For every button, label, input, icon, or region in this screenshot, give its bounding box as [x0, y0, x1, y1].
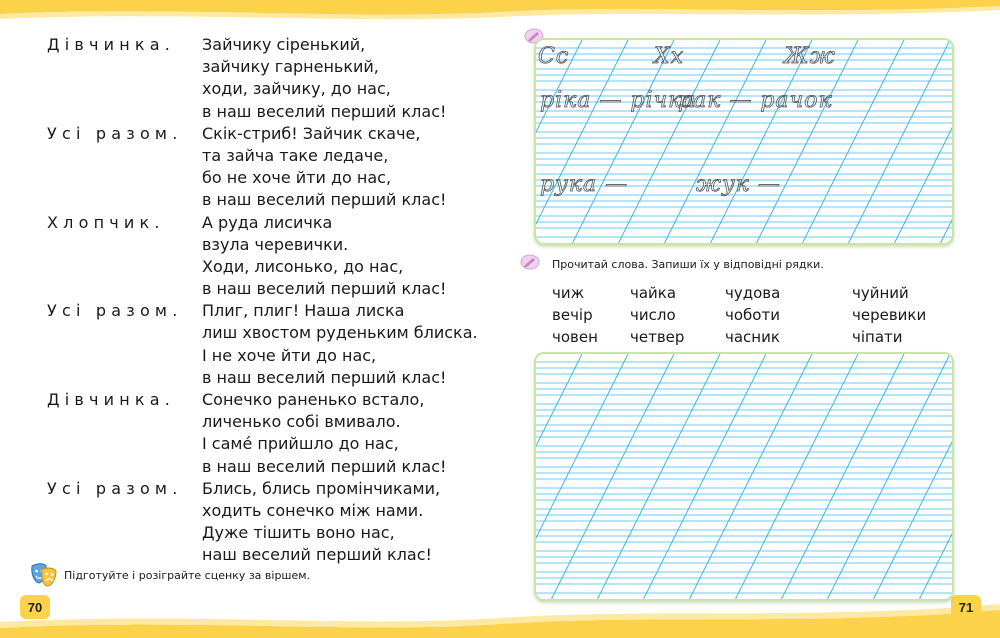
stanza-lines	[202, 300, 478, 389]
cursive-words: жук —	[696, 172, 781, 197]
poem-line: та зайча таке ледаче,	[202, 145, 389, 165]
poem-line: ходи, зайчику, до нас,	[202, 79, 391, 99]
poem-line: в наш веселий перший клас!	[202, 101, 447, 121]
poem-line: Скік-стриб! Зайчик скаче,	[202, 123, 421, 143]
word: чайка	[630, 284, 677, 302]
stanza	[47, 478, 487, 567]
poem-line: в наш веселий перший клас!	[202, 279, 447, 299]
stanza	[47, 212, 487, 301]
stanza-lines	[202, 389, 446, 478]
stanza-lines	[202, 478, 440, 567]
poem-line: в наш веселий перший клас!	[202, 367, 447, 387]
poem-line: Сонечко раненько встало,	[202, 390, 425, 409]
copybook-ruling	[536, 40, 952, 243]
poem-line: Ходи, лисонько, до нас,	[202, 256, 404, 276]
word: черевики	[852, 306, 927, 324]
stanza	[47, 123, 487, 212]
stanza	[47, 300, 487, 389]
cursive-words: ріка — річка	[540, 88, 697, 113]
page-number-left: 70	[20, 595, 50, 619]
poem-line: наш веселий перший клас!	[202, 545, 432, 565]
poem-line: личенько собі вмивало.	[202, 412, 401, 432]
poem-line: Дуже тішить воно нас,	[202, 523, 395, 543]
speaker-label: Усі разом.	[47, 123, 183, 143]
stanza-lines	[202, 123, 446, 212]
word: четвер	[630, 328, 685, 346]
page-number-right: 71	[951, 595, 981, 619]
stanza	[47, 34, 487, 123]
poem-line: Зайчику сіренький,	[202, 35, 366, 54]
speaker-label: Усі разом.	[47, 301, 183, 321]
poem-line: А руда лисичка	[202, 212, 333, 232]
top-decorative-band	[0, 0, 1000, 30]
speaker-label: Усі разом.	[47, 478, 183, 498]
speaker-label: Дівчинка.	[47, 390, 176, 409]
speaker-label: Хлопчик.	[47, 212, 165, 232]
word: часник	[725, 328, 780, 346]
stanza-lines	[202, 212, 446, 301]
word: чіпати	[852, 328, 903, 346]
poem-line: Блись, блись промінчиками,	[202, 478, 441, 498]
copybook-ruling	[536, 354, 952, 599]
poem-line: взула черевички.	[202, 234, 349, 254]
poem	[47, 34, 487, 567]
word: вечір	[552, 306, 593, 324]
word: чудова	[725, 284, 781, 302]
poem-line: в наш веселий перший клас!	[202, 456, 447, 476]
copybook-lines-2	[534, 352, 954, 601]
poem-line: лиш хвостом руденьким блиска.	[202, 323, 478, 343]
stanza	[47, 389, 487, 478]
word: чоботи	[725, 306, 780, 324]
poem-line: бо не хоче йти до нас,	[202, 168, 392, 188]
speaker-label: Дівчинка.	[47, 35, 176, 54]
cursive-letters: Жж	[784, 44, 836, 69]
task-note	[30, 562, 310, 588]
word: човен	[552, 328, 598, 346]
poem-line: І саме́ прийшло до нас,	[202, 434, 399, 454]
stanza-lines	[202, 34, 446, 123]
poem-line: Плиг, плиг! Наша лиска	[202, 301, 405, 321]
copybook-lines-1	[534, 38, 954, 245]
poem-line: в наш веселий перший клас!	[202, 190, 447, 210]
word: чиж	[552, 284, 585, 302]
theater-masks-icon	[30, 562, 58, 588]
poem-line: І не хоче йти до нас,	[202, 345, 377, 365]
word: чуйний	[852, 284, 909, 302]
poem-line: ходить сонечко між нами.	[202, 500, 424, 520]
cursive-letters: Сс	[538, 44, 570, 69]
cursive-letters: Хх	[654, 44, 685, 69]
exercise-instruction: Прочитай слова. Запиши їх у відповідні рядки.	[552, 258, 824, 271]
cursive-words: рука —	[540, 172, 629, 197]
word: число	[630, 306, 676, 324]
pencil-icon	[520, 254, 540, 270]
cursive-words: рак — рачок	[678, 88, 833, 113]
poem-line: зайчику гарненький,	[202, 57, 379, 77]
task-text: Підготуйте і розіграйте сценку за віршем.	[64, 568, 311, 582]
